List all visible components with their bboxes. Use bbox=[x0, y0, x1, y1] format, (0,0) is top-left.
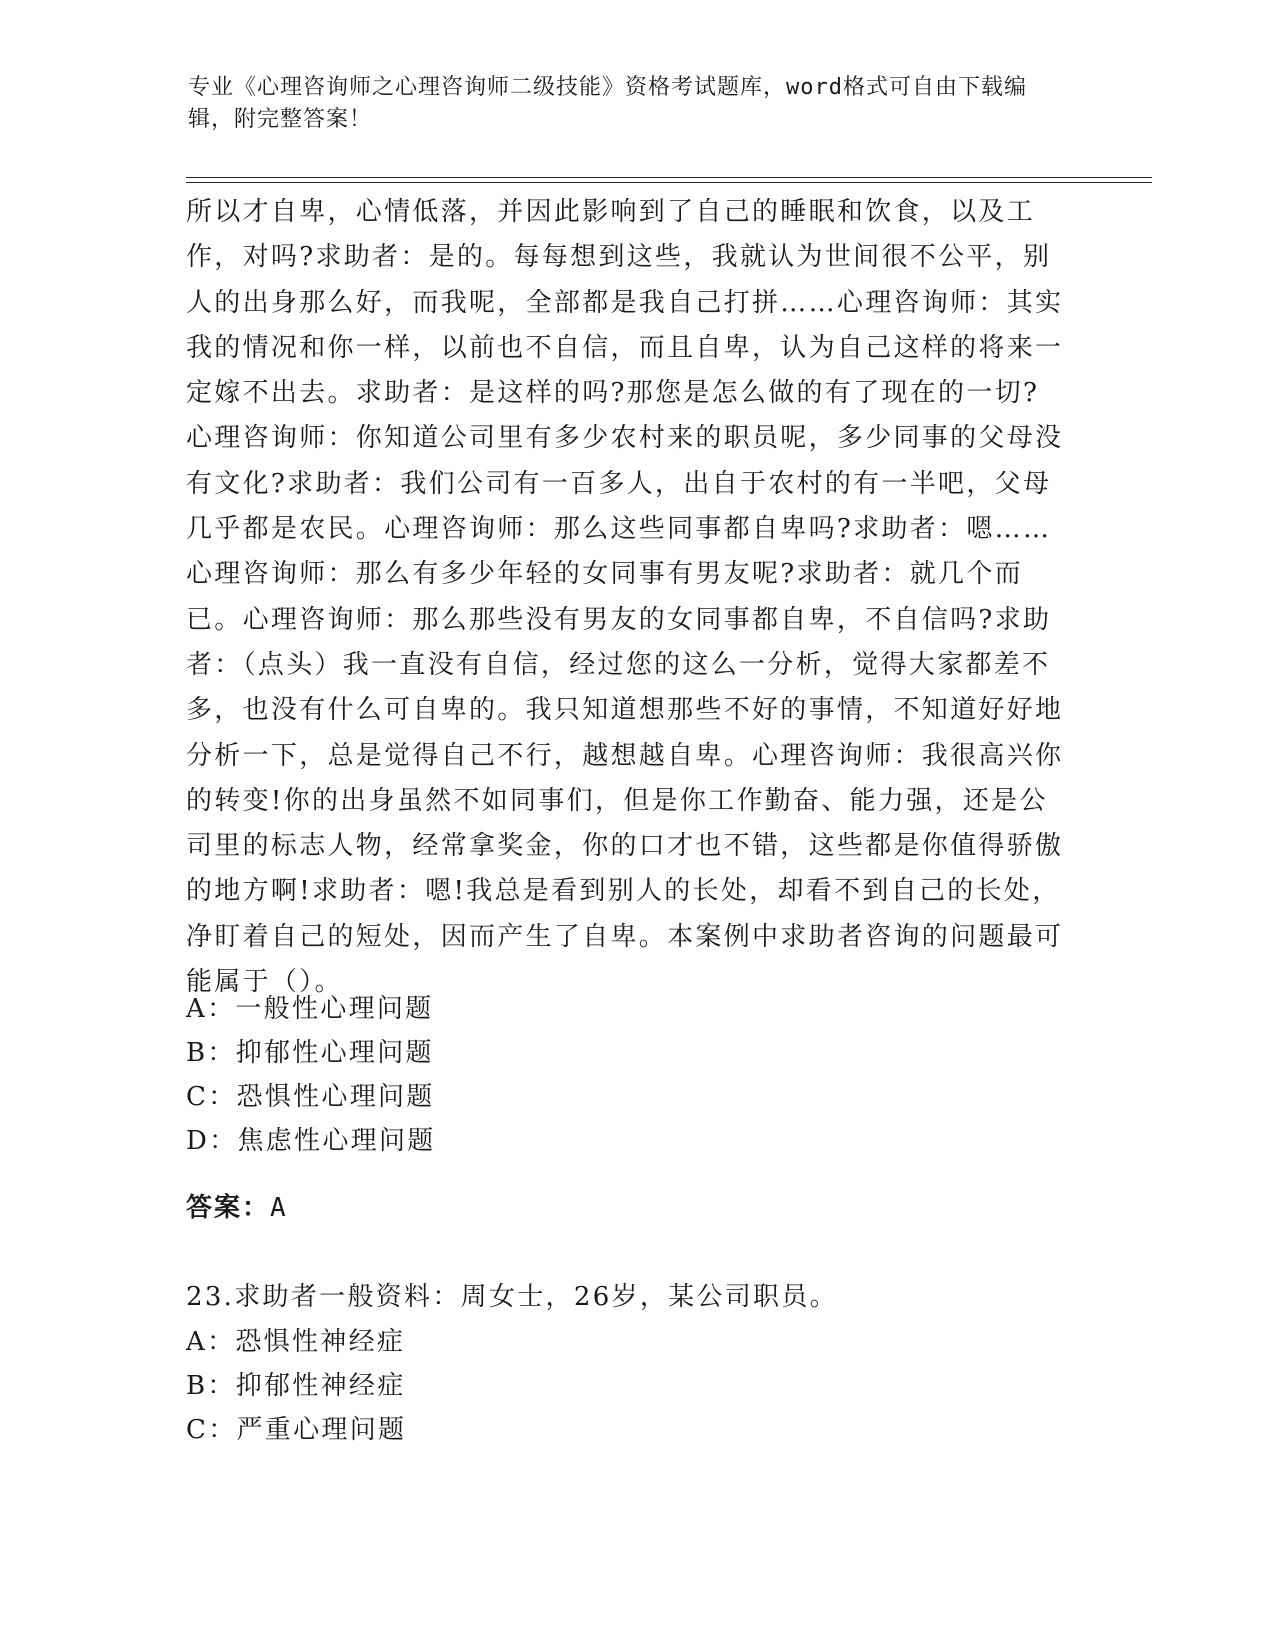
q23-option-b: B：抑郁性神经症 bbox=[186, 1371, 406, 1401]
header-divider-bottom bbox=[186, 182, 1152, 183]
option-d: D：焦虑性心理问题 bbox=[186, 1126, 436, 1156]
q23-option-c: C：严重心理问题 bbox=[186, 1415, 407, 1445]
option-b: B：抑郁性心理问题 bbox=[186, 1038, 434, 1068]
document-header: 专业《心理咨询师之心理咨询师二级技能》资格考试题库，word格式可自由下载编辑，附完整答案！ bbox=[188, 75, 1027, 132]
answer-value: A bbox=[270, 1193, 288, 1223]
q23-option-a: A：恐惧性神经症 bbox=[186, 1327, 406, 1357]
question-23-text: 23.求助者一般资料：周女士，26岁，某公司职员。 bbox=[186, 1282, 838, 1312]
answer-line bbox=[186, 1186, 288, 1231]
answer-label: 答案： bbox=[186, 1193, 271, 1223]
question-text: 所以才自卑，心情低落，并因此影响到了自己的睡眠和饮食，以及工作，对吗?求助者：是的。每每想到这些，我就认为世间很不公平，别人的出身那么好，而我呢，全部都是我自己打拼……心理咨询师：其实我的情况和你一样，以前也不自信，而且自卑，认为自己这样的将来一定嫁不出去。求助者：是这样的吗?那您是怎么做的有了现在的一切?心理咨询师：你知道公司里有多少农村来的职员呢，多少同事的父母没有文化?求助者：我们公司有一百多人，出自于农村的有一半吧，父母几乎都是农民。心理咨询师：那么这些同事都自卑吗?求助者：嗯……心理咨询师：那么有多少年轻的女同事有男友呢?求助者：就几个而已。心理咨询师：那么那些没有男友的女同事都自卑，不自信吗?求助者：（点头）我一直没有自信，经过您的这么一分析，觉得大家都差不多，也没有什么可自卑的。我只知道想那些不好的事情，不知道好好地分析一下，总是觉得自己不行，越想越自卑。心理咨询师：我很高兴你的转变!你的出身虽然不如同事们，但是你工作勤奋、能力强，还是公司里的标志人物，经常拿奖金，你的口才也不错，这些都是你值得骄傲的地方啊!求助者：嗯!我总是看到别人的长处，却看不到自己的长处，净盯着自己的短处，因而产生了自卑。本案例中求助者咨询的问题最可能属于（）。 bbox=[186, 197, 1064, 998]
option-a: A：一般性心理问题 bbox=[186, 994, 434, 1024]
option-c: C：恐惧性心理问题 bbox=[186, 1082, 435, 1112]
header-divider-top bbox=[186, 177, 1152, 178]
